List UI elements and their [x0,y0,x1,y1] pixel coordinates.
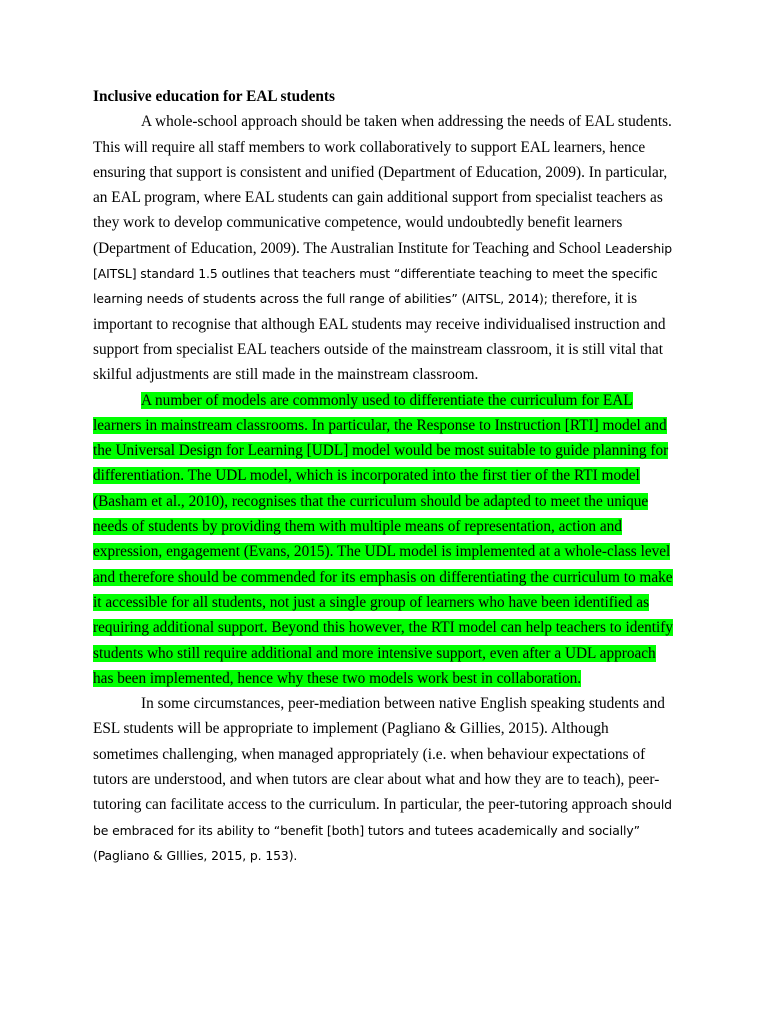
paragraph-3-text-sans: should be embraced for its ability to “benefit [both] tutors and tutees academically and socially” (Pagliano & GIllies, 2015, p. 153). [93,797,672,863]
paragraph-whole-school-approach [93,109,677,387]
paragraph-differentiation-models [93,388,677,692]
paragraph-3-text-serif: In some circumstances, peer-mediation between native English speaking students and ESL students will be appropriate to implement (Pagliano & Gillies, 2015). Although sometimes challenging, when managed appropriately (i.e. when behaviour expectations of tutors are understood, and when tutors are clear about what and how they are to teach), peer-tutoring can facilitate access to the curriculum. In particular, the peer-tutoring approach [93,695,665,814]
paragraph-1-text-sans: Leadership [AITSL] standard 1.5 outlines that teachers must “differentiate teaching to meet the specific learning needs of students across the full range of abilities” (AITSL, 2014); [93,240,673,307]
paragraph-1-text-serif-end: therefore, it is important to recognise that although EAL students may receive individualised instruction and support from specialist EAL teachers outside of the mainstream classroom, it is still vital that skilful adjustments are still made in the mainstream classroom. [93,290,666,384]
highlighted-text: A number of models are commonly used to differentiate the curriculum for EAL learners in mainstream classrooms. In particular, the Response to Instruction [RTI] model and the Universal Design for Learning [UDL] model would be most suitable to guide planning for differentiation. The UDL model, which is incorporated into the first tier of the RTI model (Basham et al., 2010), recognises that the curriculum should be adapted to meet the unique needs of students by providing them with multiple means of representation, action and expression, engagement (Evans, 2015). The UDL model is implemented at a whole-class level and therefore should be commended for its emphasis on differentiating the curriculum to make it accessible for all students, not just a single group of learners who have been identified as requiring additional support. Beyond this however, the RTI model can help teachers to identify students who still require additional and more intensive support, even after a UDL approach has been implemented, hence why these two models work best in collaboration. [93,391,674,687]
paragraph-peer-mediation [93,691,677,868]
document-heading: Inclusive education for EAL students [93,88,335,105]
paragraph-1-text-serif: A whole-school approach should be taken when addressing the needs of EAL students. This will require all staff members to work collaboratively to support EAL learners, hence ensuring that support is consistent and unified (Department of Education, 2009). In particular, an EAL program, where EAL students can gain additional support from specialist teachers as they work to develop communicative competence, would undoubtedly benefit learners (Department of Education, 2009). The Australian Institute for Teaching and School [93,113,672,257]
document-page [93,84,677,868]
